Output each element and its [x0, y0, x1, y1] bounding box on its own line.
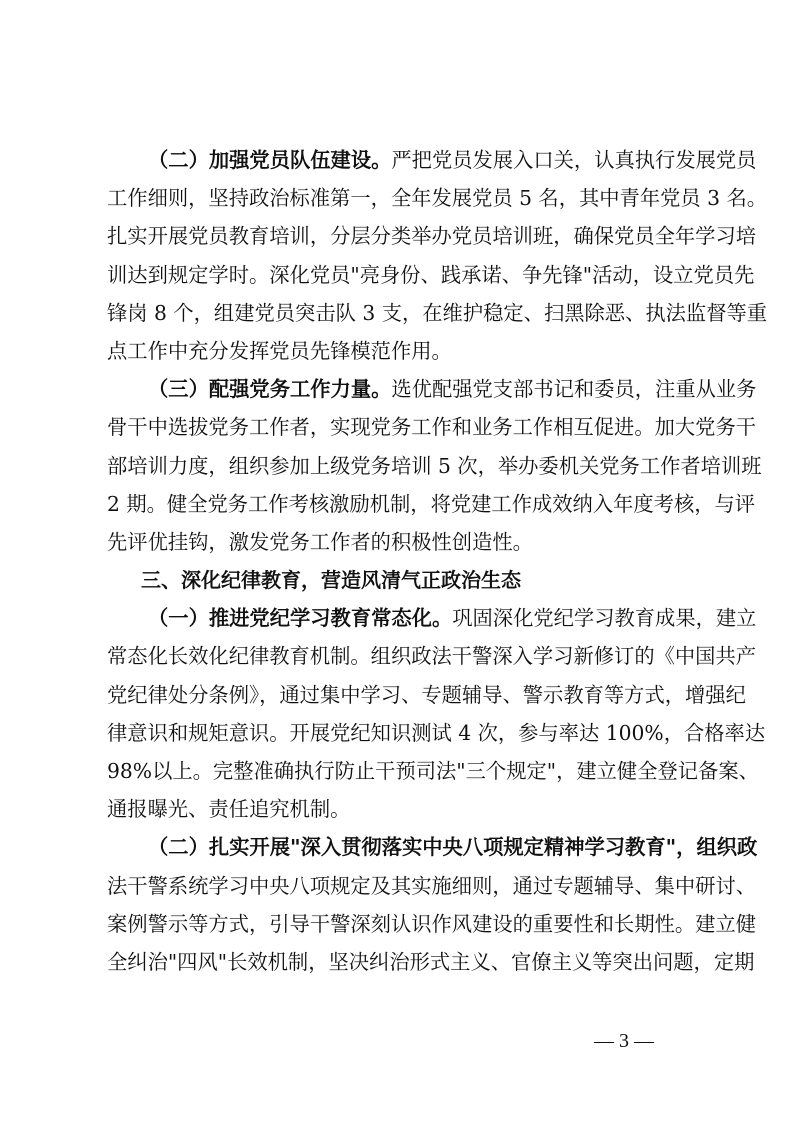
paragraph-lead: （二）加强党员队伍建设。 — [148, 148, 392, 172]
paragraph-lead: （三）配强党务工作力量。 — [148, 377, 392, 402]
text-line: 律意识和规矩意识。开展党纪知识测试 4 次，参与率达 100%，合格率达 — [107, 720, 766, 745]
text-line: 党纪律处分条例》，通过集中学习、专题辅导、警示教育等方式，增强纪 — [107, 682, 746, 707]
text-line: 骨干中选拔党务工作者，实现党务工作和业务工作相互促进。加大党务干 — [107, 415, 757, 440]
text-line: 2 期。健全党务工作考核激励机制，将党建工作成效纳入年度考核，与评 — [107, 491, 756, 516]
section-heading: 三、深化纪律教育，营造风清气正政治生态 — [141, 568, 521, 593]
text-line: 扎实开展党员教育培训，分层分类举办党员培训班，确保党员全年学习培 — [107, 224, 757, 249]
text-line: 通报曝光、责任追究机制。 — [107, 797, 351, 822]
text-line: 选优配强党支部书记和委员，注重从业务 — [391, 377, 757, 402]
text-line: 工作细则，坚持政治标准第一，全年发展党员 5 名，其中青年党员 3 名。 — [107, 186, 768, 211]
text-line: 巩固深化党纪学习教育成果，建立 — [452, 606, 757, 631]
paragraph-first-line — [107, 599, 757, 637]
text-line: 锋岗 8 个，组建党员突击队 3 支，在维护稳定、扫黑除恶、执法监督等重 — [107, 300, 768, 325]
text-line: 严把党员发展入口关，认真执行发展党员 — [391, 148, 757, 172]
paragraph-lead: （一）推进党纪学习教育常态化。 — [148, 606, 453, 631]
text-line: 全纠治"四风"长效机制，坚决纠治形式主义、官僚主义等突出问题，定期 — [107, 949, 755, 974]
page-number: — 3 — — [594, 1030, 654, 1052]
paragraph-strengthen-party-members — [107, 141, 768, 370]
text-line: 点工作中充分发挥党员先锋模范作用。 — [107, 338, 452, 363]
document-body — [107, 141, 768, 981]
text-line: 法干警系统学习中央八项规定及其实施细则，通过专题辅导、集中研讨、 — [107, 873, 757, 898]
paragraph-first-line — [107, 141, 757, 179]
text-line: 先评优挂钩，激发党务工作者的积极性创造性。 — [107, 529, 533, 554]
paragraph-discipline-education — [107, 599, 766, 828]
paragraph-first-line — [107, 828, 758, 866]
text-line: 常态化长效化纪律教育机制。组织政法干警深入学习新修订的《中国共产 — [107, 644, 757, 669]
paragraph-first-line — [107, 370, 757, 408]
paragraph-lead: （二）扎实开展"深入贯彻落实中央八项规定精神学习教育"，组织政 — [148, 835, 758, 860]
text-line: 案例警示等方式，引导干警深刻认识作风建设的重要性和长期性。建立健 — [107, 911, 757, 936]
text-line: 98%以上。完整准确执行防止干预司法"三个规定"，建立健全登记备案、 — [107, 759, 759, 783]
text-line: 训达到规定学时。深化党员"亮身份、践承诺、争先锋"活动，设立党员先 — [107, 262, 755, 287]
paragraph-party-affairs-staff — [107, 370, 762, 561]
text-line: 部培训力度，组织参加上级党务培训 5 次，举办委机关党务工作者培训班 — [107, 453, 762, 478]
paragraph-eight-point-rules — [107, 828, 758, 981]
